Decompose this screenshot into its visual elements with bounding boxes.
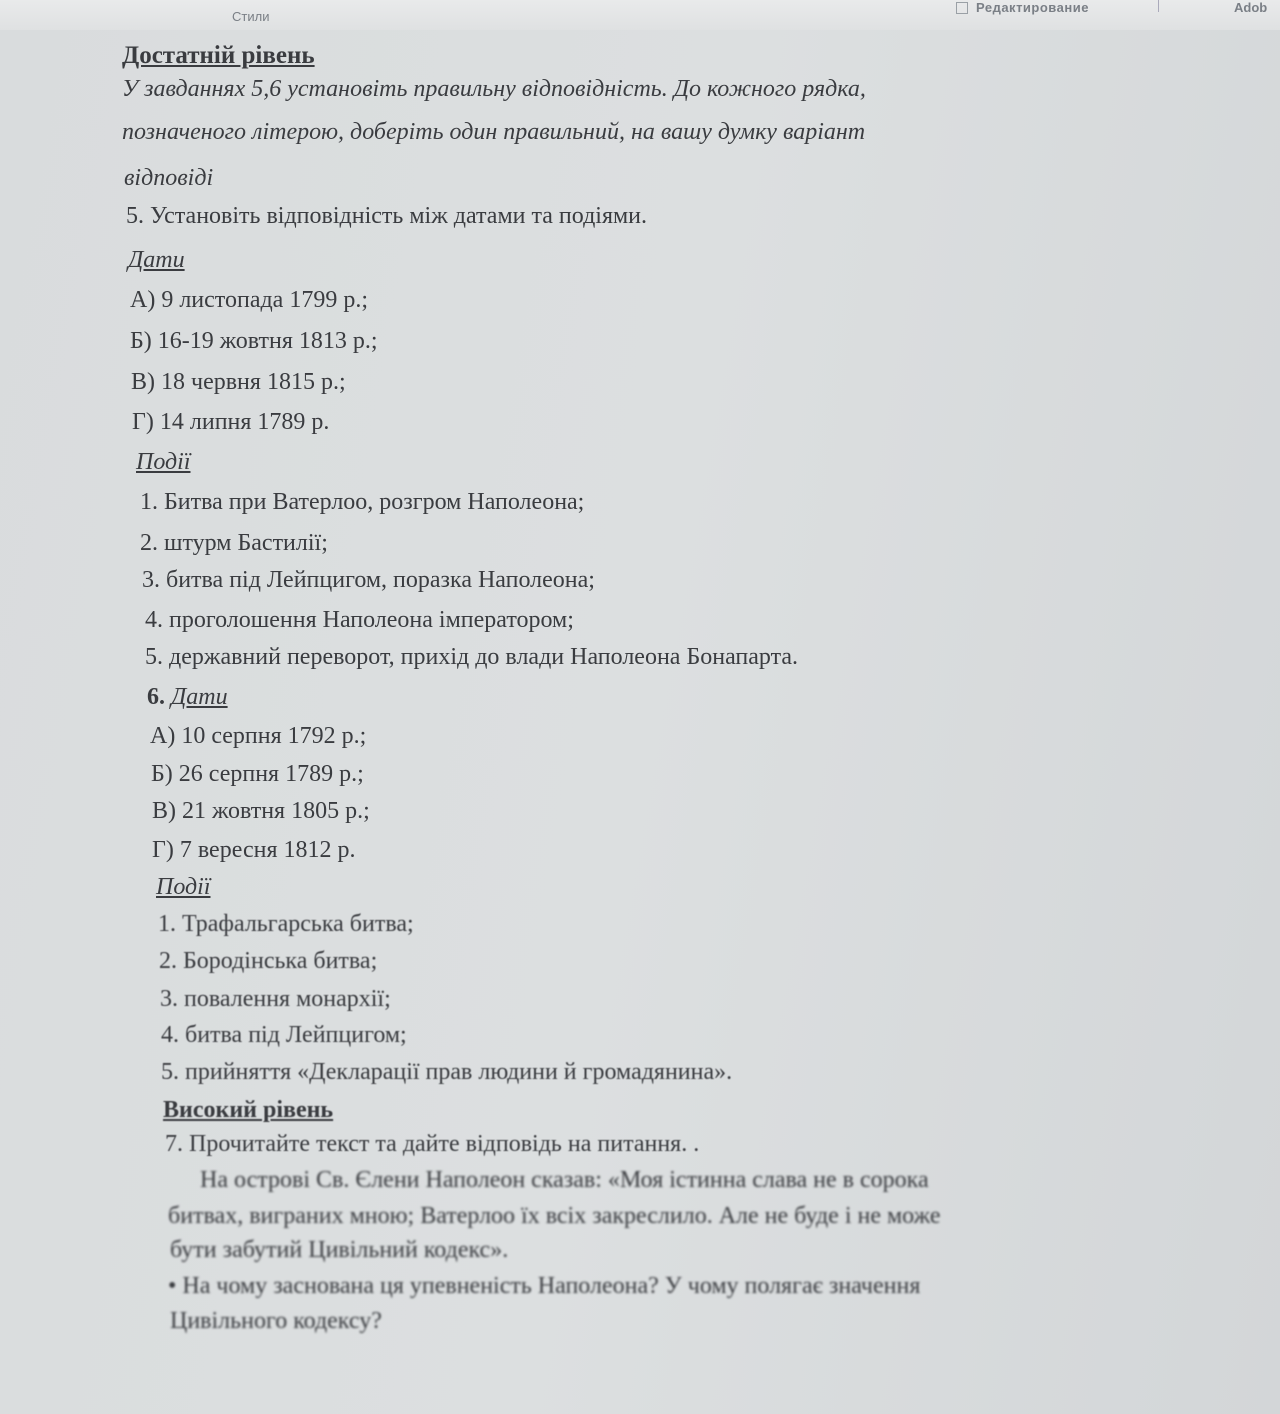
q6-event-1: 1. Трафальгарська битва; xyxy=(158,911,414,937)
ribbon-bar xyxy=(0,0,1280,30)
intro-line-2: позначеного літерою, доберіть один правильний, на вашу думку варіант xyxy=(122,119,866,145)
q6-events-label: Події xyxy=(156,874,211,900)
q6-date-c: В) 21 жовтня 1805 р.; xyxy=(152,798,370,824)
q7-quote-line-1: На острові Св. Єлени Наполеон сказав: «Моя істинна слава не в сорока xyxy=(200,1167,929,1193)
q7-quote-line-3: бути забутий Цивільний кодекс». xyxy=(170,1237,509,1263)
intro-line-3: відповіді xyxy=(124,165,214,191)
q5-event-4: 4. проголошення Наполеона імператором; xyxy=(145,607,574,633)
q6-date-d: Г) 7 вересня 1812 р. xyxy=(152,837,356,863)
editing-group[interactable] xyxy=(956,0,1089,15)
q5-events-label: Події xyxy=(136,449,191,475)
q6-event-4: 4. битва під Лейпцигом; xyxy=(161,1022,407,1048)
q5-event-3: 3. битва під Лейпцигом, поразка Наполеона; xyxy=(142,567,595,593)
q7-quote-line-2: битвах, виграних мною; Ватерлоо їх всіх закреслило. Але не буде і не може xyxy=(168,1203,941,1229)
q6-event-2: 2. Бородінська битва; xyxy=(159,948,378,974)
q5-title: 5. Установіть відповідність між датами та подіями. xyxy=(126,203,648,229)
adobe-tab-label[interactable]: Adob xyxy=(1234,0,1268,15)
q5-event-2: 2. штурм Бастилії; xyxy=(140,530,328,556)
intro-line-1: У завданнях 5,6 установіть правильну відповідність. До кожного рядка, xyxy=(122,76,866,102)
document-page[interactable] xyxy=(0,30,1280,1414)
q5-event-5: 5. державний переворот, прихід до влади Наполеона Бонапарта. xyxy=(145,644,799,670)
q6-heading xyxy=(147,683,228,711)
q7-question-line-1: • На чому заснована ця упевненість Наполеона? У чому полягає значення xyxy=(168,1273,921,1299)
dialog-launcher-icon[interactable] xyxy=(956,2,968,14)
q6-dates-label: Дати xyxy=(171,684,228,710)
heading-high-level: Високий рівень xyxy=(163,1097,334,1123)
q6-date-b: Б) 26 серпня 1789 р.; xyxy=(151,761,364,787)
ribbon-divider xyxy=(1158,0,1159,12)
editing-group-label[interactable]: Редактирование xyxy=(976,0,1089,15)
q5-date-d: Г) 14 липня 1789 р. xyxy=(132,409,330,435)
styles-group-label[interactable]: Стили xyxy=(232,9,270,24)
q5-date-b: Б) 16-19 жовтня 1813 р.; xyxy=(130,328,378,354)
q6-number: 6. xyxy=(147,684,165,710)
heading-sufficient-level: Достатній рівень xyxy=(122,42,315,69)
q5-date-c: В) 18 червня 1815 р.; xyxy=(131,369,346,395)
q5-event-1: 1. Битва при Ватерлоо, розгром Наполеона; xyxy=(140,489,585,515)
q7-question-line-2: Цивільного кодексу? xyxy=(170,1308,382,1334)
q6-event-5: 5. прийняття «Декларації прав людини й громадянина». xyxy=(161,1059,733,1085)
q5-date-a: А) 9 листопада 1799 р.; xyxy=(130,287,368,313)
q5-dates-label: Дати xyxy=(128,247,185,273)
q7-title: 7. Прочитайте текст та дайте відповідь на питання. . xyxy=(165,1131,700,1157)
q6-date-a: А) 10 серпня 1792 р.; xyxy=(150,723,367,749)
q6-event-3: 3. повалення монархії; xyxy=(160,986,391,1012)
